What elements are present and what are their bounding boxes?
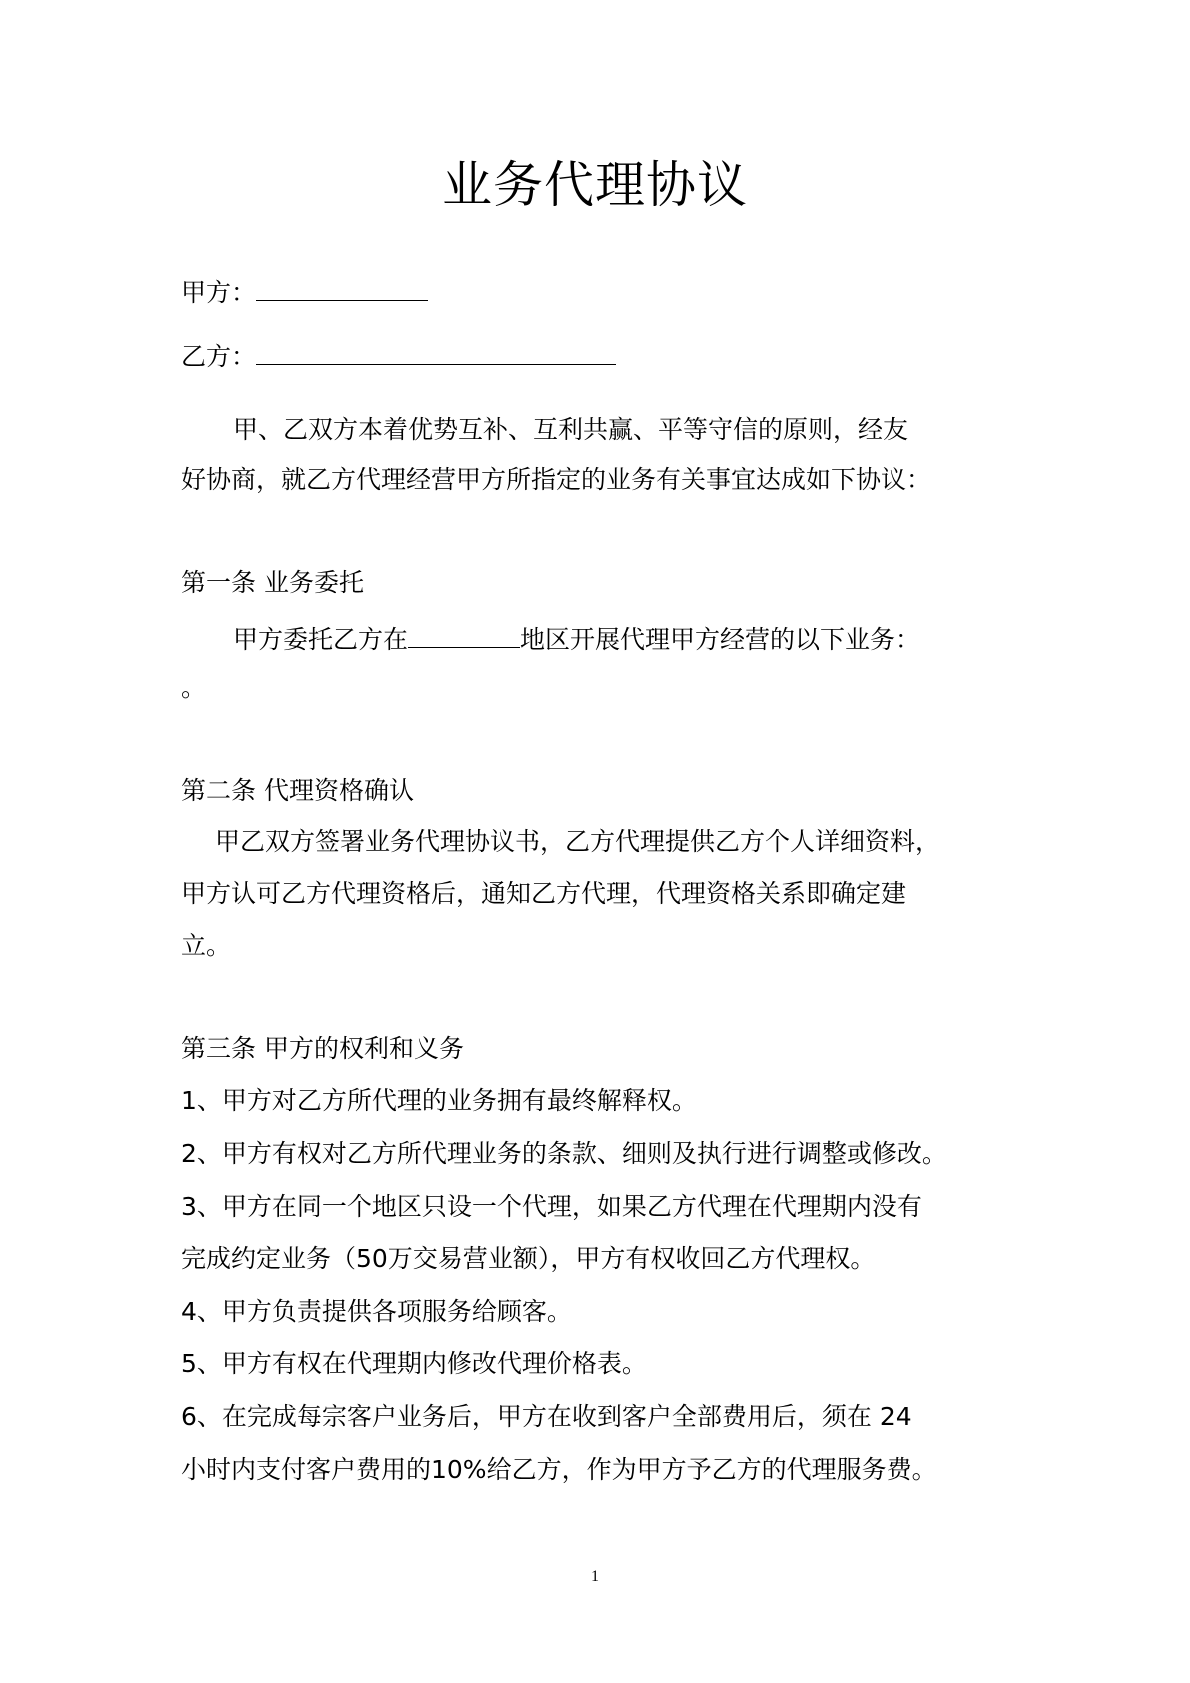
preamble-line-1: 甲、乙双方本着优势互补、互利共赢、平等守信的原则，经友 [233, 415, 909, 444]
party-a-line [181, 270, 428, 311]
region-field[interactable] [408, 617, 520, 648]
article1-continuation: 。 [181, 673, 207, 702]
party-b-label: 乙方： [181, 342, 257, 371]
article1-text-before: 甲方委托乙方在 [233, 625, 409, 654]
preamble-line-2: 好协商，就乙方代理经营甲方所指定的业务有关事宜达成如下协议： [181, 465, 932, 494]
article3-item-6-cont: 小时内支付客户费用的10%给乙方，作为甲方予乙方的代理服务费。 [181, 1455, 937, 1484]
document-title: 业务代理协议 [442, 156, 748, 214]
article2-line-2: 甲方认可乙方代理资格后，通知乙方代理，代理资格关系即确定建 [181, 879, 907, 908]
article1-text-after: 地区开展代理甲方经营的以下业务： [520, 625, 921, 654]
article3-item-3: 3、甲方在同一个地区只设一个代理，如果乙方代理在代理期内没有 [181, 1192, 922, 1221]
article3-item-5: 5、甲方有权在代理期内修改代理价格表。 [181, 1349, 647, 1378]
party-b-line [181, 334, 616, 375]
page-number: 1 [591, 1568, 599, 1585]
article3-item-1: 1、甲方对乙方所代理的业务拥有最终解释权。 [181, 1086, 697, 1115]
party-a-field[interactable] [256, 270, 428, 301]
article3-item-2: 2、甲方有权对乙方所代理业务的条款、细则及执行进行调整或修改。 [181, 1139, 947, 1168]
article3-heading: 第三条 甲方的权利和义务 [181, 1034, 464, 1063]
article2-heading: 第二条 代理资格确认 [181, 776, 414, 805]
article3-item-6: 6、在完成每宗客户业务后，甲方在收到客户全部费用后，须在 24 [181, 1402, 912, 1431]
article1-line-1 [233, 617, 920, 658]
article1-heading: 第一条 业务委托 [181, 568, 364, 597]
party-b-field[interactable] [256, 334, 616, 365]
article3-item-3-cont: 完成约定业务（50万交易营业额），甲方有权收回乙方代理权。 [181, 1244, 876, 1273]
article3-item-4: 4、甲方负责提供各项服务给顾客。 [181, 1297, 572, 1326]
article2-line-3: 立。 [181, 931, 232, 960]
party-a-label: 甲方： [181, 278, 257, 307]
article2-line-1: 甲乙双方签署业务代理协议书，乙方代理提供乙方个人详细资料， [215, 827, 941, 856]
